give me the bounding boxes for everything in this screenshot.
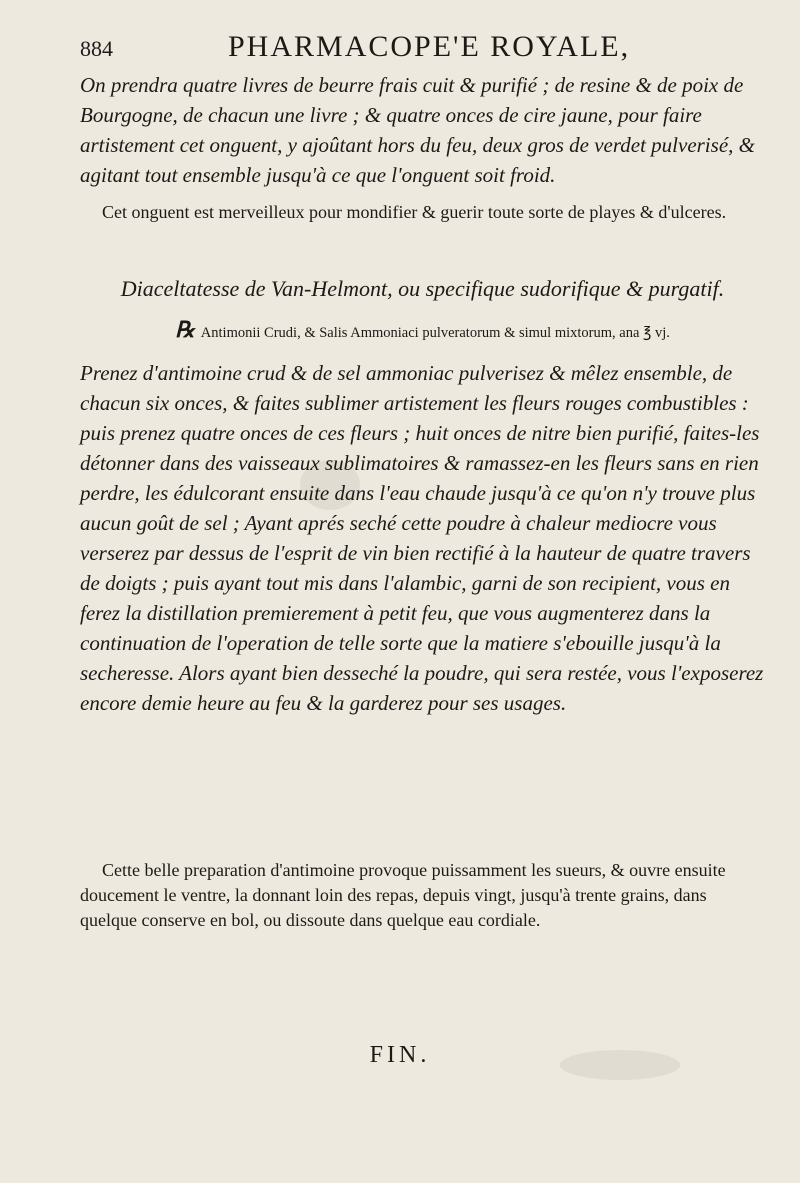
recipe-symbol: ℞ <box>175 317 195 342</box>
remark-text: Cet onguent est merveilleux pour mondifier & guerir toute sorte de playes & d'ulceres. <box>102 202 727 222</box>
formula-line <box>80 317 765 343</box>
page-header <box>80 30 750 64</box>
section-heading: Diaceltatesse de Van-Helmont, ou specifique sudorifique & purgatif. <box>120 276 725 301</box>
method-text: Prenez d'antimoine crud & de sel ammoniac pulverisez & mêlez ensemble, de chacun six onces, & faites sublimer artistement les fleurs rouges combustibles : puis prenez quatre onces de ces fleurs ; huit onces de nitre bien purifié, faites-les détonner dans des vaisseaux sublimatoires & ramassez-en les fleurs sans en rien perdre, les édulcorant ensuite dans l'eau chaude jusqu'à ce qu'on n'y trouve plus aucun goût de sel ; Ayant aprés seché cette poudre à chaleur mediocre vous verserez par dessus de l'esprit de vin bien rectifié à la hauteur de quatre travers de doigts ; puis ayant tout mis dans l'alambic, garni de son recipient, vous en ferez la distillation premierement à petit feu, que vous augmenterez dans la continuation de l'operation de telle sorte que la matiere s'ebouille jusqu'à la secheresse. Alors ayant bien desseché la poudre, qui sera restée, vous l'exposerez encore demie heure au feu & la garderez pour ses usages. <box>80 361 764 715</box>
usage-paragraph <box>80 858 765 933</box>
method-paragraph <box>80 358 765 718</box>
remark-paragraph <box>80 200 765 225</box>
recipe-text: On prendra quatre livres de beurre frais cuit & purifié ; de resine & de poix de Bourgogne, de chacun une livre ; & quatre onces de cire jaune, pour faire artistement cet onguent, y ajoûtant hors du feu, deux gros de verdet pulverisé, & agitant tout ensemble jusqu'à ce que l'onguent soit froid. <box>80 73 755 187</box>
running-title: PHARMACOPE'E ROYALE, <box>228 30 631 63</box>
section-heading-block <box>80 276 765 302</box>
recipe-paragraph <box>80 70 765 190</box>
usage-text: Cette belle preparation d'antimoine provoque puissamment les sueurs, & ouvre ensuite doucement le ventre, la donnant loin des repas, depuis vingt, jusqu'à trente grains, dans quelque conserve en bol, ou dissoute dans quelque eau cordiale. <box>80 860 726 930</box>
fin-mark: FIN. <box>369 1042 431 1068</box>
formula-text: Antimonii Crudi, & Salis Ammoniaci pulveratorum & simul mixtorum, ana ℥ vj. <box>200 325 670 341</box>
page-number: 884 <box>80 36 113 61</box>
